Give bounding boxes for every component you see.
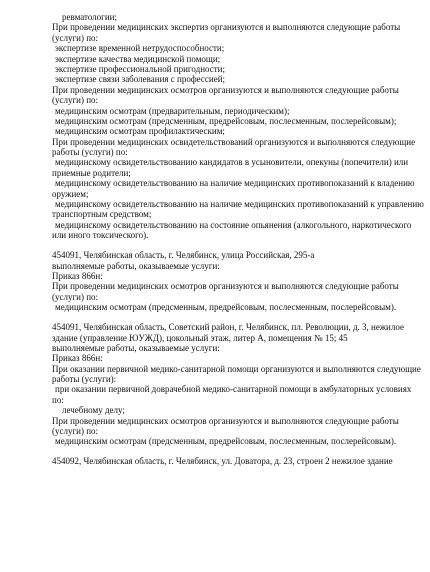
document-line: по: xyxy=(52,394,64,405)
document-line: работы (услуги) по: xyxy=(52,147,128,158)
document-line: (услуги) по: xyxy=(52,291,99,302)
document-line: лечебному делу; xyxy=(62,405,125,416)
document-line: медицинским осмотрам профилактическим; xyxy=(55,126,225,137)
paragraph-gap xyxy=(52,241,404,251)
document-line: Приказ 866н: xyxy=(52,353,103,364)
document-line: При проведении медицинских осмотров организуются и выполняются следующие работы xyxy=(52,415,399,426)
document-body xyxy=(52,12,424,467)
document-line: медицинскому освидетельствованию кандидатов в усыновители, опекуны (попечители) или xyxy=(55,157,409,168)
document-line: При проведении медицинских осмотров организуются и выполняются следующие работы xyxy=(52,84,399,95)
document-line: медицинскому освидетельствованию на наличие медицинских противопоказаний к управлению xyxy=(55,199,424,210)
document-line: Приказ 866н: xyxy=(52,270,103,281)
document-line: медицинскому освидетельствованию на состояние опьянения (алкогольного, наркотического xyxy=(55,219,412,230)
document-line: экспертизе связи заболевания с профессией; xyxy=(55,74,226,85)
document-line: приемные родители; xyxy=(52,167,131,178)
document-line: (услуги) по: xyxy=(52,426,99,437)
document-line: выполняемые работы, оказываемые услуги: xyxy=(52,342,220,353)
document-line: оружием; xyxy=(52,188,89,199)
document-line: медицинским осмотрам (предсменным, предрейсовым, послесменным, послерейсовым); xyxy=(55,115,397,126)
document-line: при оказании первичной доврачебной медико-санитарной помощи в амбулаторных условиях xyxy=(55,384,412,395)
document-line: выполняемые работы, оказываемые услуги: xyxy=(52,260,220,271)
document-line: транспортным средством; xyxy=(52,209,152,220)
document-line: здание (управление ЮУЖД), цокольный этаж, литер А, помещения № 15; 45 xyxy=(52,332,348,343)
document-line: (услуги) по: xyxy=(52,95,99,106)
document-line: или иного токсического). xyxy=(52,230,149,241)
paragraph-gap xyxy=(52,447,404,457)
document-line: медицинскому освидетельствованию на наличие медицинских противопоказаний к владению xyxy=(55,178,415,189)
document-line: При оказании первичной медико-санитарной помощи организуются и выполняются следующие xyxy=(52,363,421,374)
document-line: ревматологии; xyxy=(62,12,117,22)
document-line: экспертизе качества медицинской помощи; xyxy=(55,53,221,64)
document-line: (услуги) по: xyxy=(52,32,99,43)
paragraph-gap xyxy=(52,313,404,323)
document-line: 454091, Челябинская область, г. Челябинск, улица Российская, 295-а xyxy=(52,250,315,261)
document-line: При проведении медицинских осмотров организуются и выполняются следующие работы xyxy=(52,281,399,292)
document-line: экспертизе профессиональной пригодности; xyxy=(55,63,225,74)
document-line: работы (услуги): xyxy=(52,374,117,385)
document-line: 454092, Челябинская область, г. Челябинск, ул. Доватора, д. 23, строен 2 нежилое здание xyxy=(52,456,393,467)
document-line: При проведении медицинских экспертиз организуются и выполняются следующие работы xyxy=(52,22,401,33)
document-line: медицинским осмотрам (предсменным, предрейсовым, послесменным, послерейсовым). xyxy=(55,436,397,447)
document-line: При проведении медицинских освидетельствований организуются и выполняются следующие xyxy=(52,136,416,147)
document-line: медицинским осмотрам (предсменным, предрейсовым, послесменным, послерейсовым). xyxy=(55,302,397,313)
document-line: экспертизе временной нетрудоспособности; xyxy=(55,43,225,54)
document-line: медицинским осмотрам (предварительным, периодическим); xyxy=(55,105,290,116)
document-line: 454091, Челябинская область, Советский район, г. Челябинск, пл. Революции, д. 3, нежилое xyxy=(52,322,404,333)
